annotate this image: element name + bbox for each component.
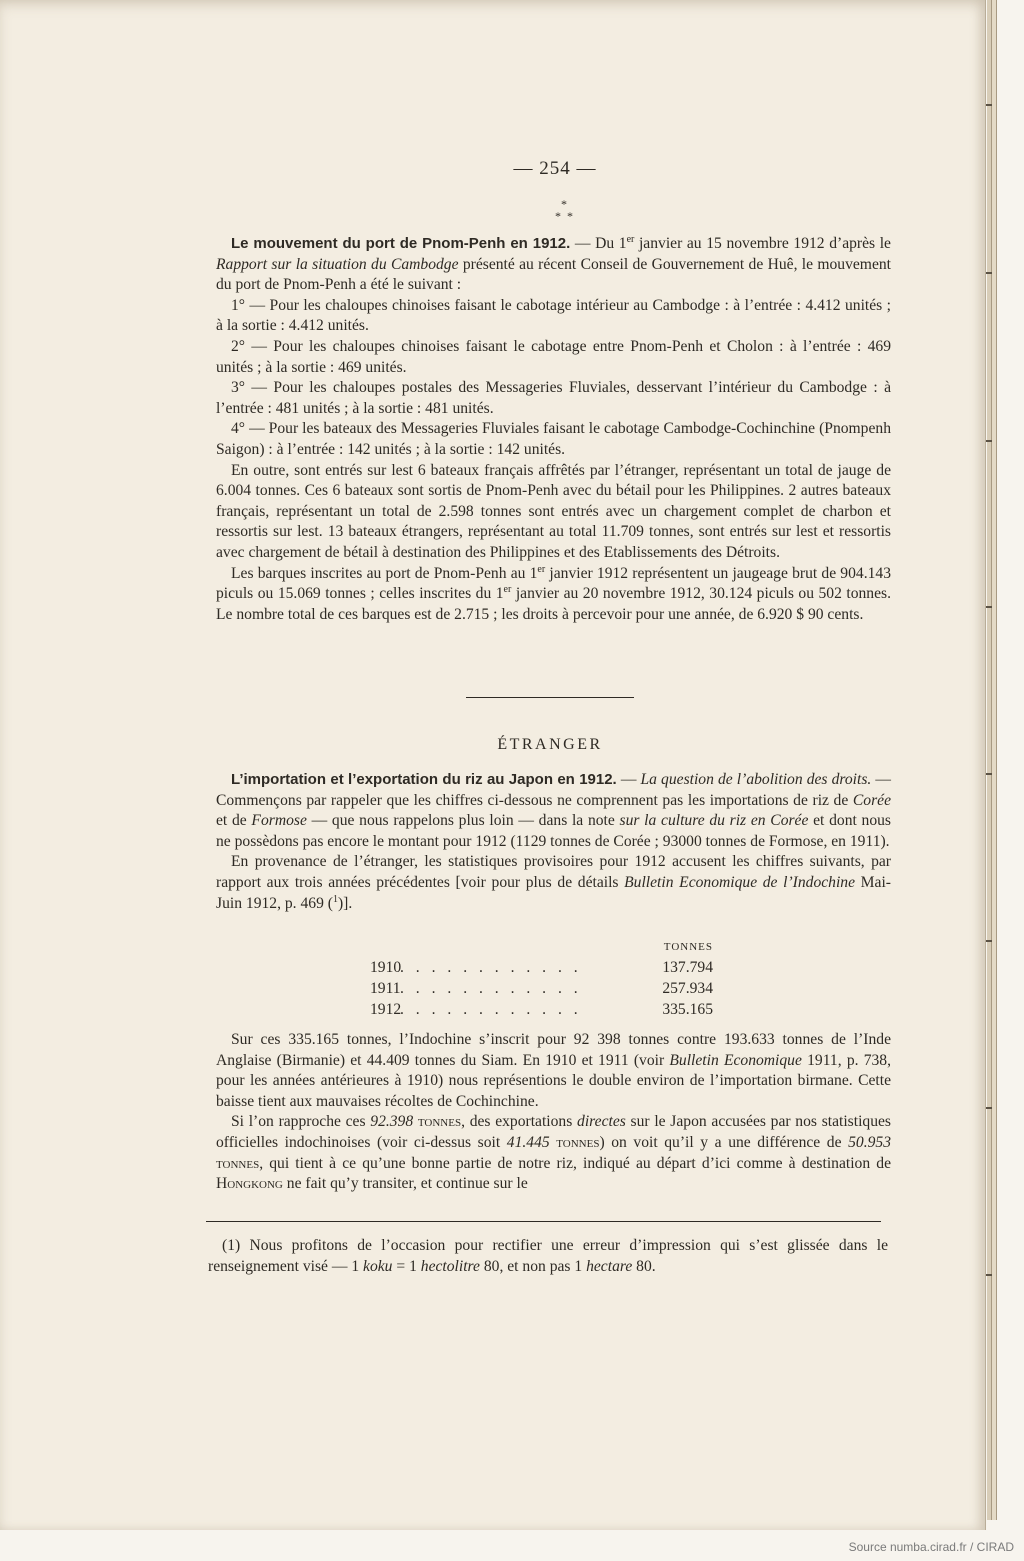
text-run: 41.445	[506, 1133, 550, 1151]
table-year: 1912	[370, 1001, 402, 1018]
table-value: 335.165	[662, 1001, 713, 1018]
text-run: koku	[363, 1257, 393, 1275]
paragraph	[216, 1112, 891, 1194]
text-run: janvier au 15 novembre 1912 d’après le	[634, 235, 891, 252]
import-table	[370, 941, 720, 1022]
section-divider	[466, 697, 634, 698]
table-year: 1910	[370, 959, 402, 976]
table-unit-header: TONNES	[663, 941, 713, 953]
table-leader: . . . . . . . . . . . .	[400, 959, 582, 976]
text-run: Hongkong	[216, 1175, 283, 1193]
list-item: 3° — Pour les chaloupes postales des Messageries Fluviales, desservant l’intérieur du Cambodge : à l’entrée : 481 unités ; à la sortie : 481 unités.	[216, 379, 891, 417]
text-run: sur le Japon accusées par nos statistiques officielles indochinoises (voir ci-dessus soit	[216, 1113, 892, 1151]
page-edge-mark	[986, 773, 992, 775]
text-run: Nous profitons de l’occasion pour rectifier une erreur d’impression qui s’est glissée dans le renseignement visé — 1	[208, 1237, 888, 1275]
text-run: Les barques inscrites au port de Pnom-Penh au 1	[231, 564, 538, 582]
text-run: hectolitre	[420, 1257, 480, 1275]
page-edge-mark	[986, 606, 992, 608]
text-run: Corée	[852, 791, 891, 809]
paragraph: En outre, sont entrés sur lest 6 bateaux français affrêtés par l’étranger, représentant un total de jauge de 6.004 tonnes. Ces 6 bateaux sont sortis de Pnom-Penh avec du bétail pour les Philippines. 2 autres bateaux français, représentant un total de 2.598 tonnes sont entrés avec un chargement complet de charbon et ressortis sur lest. 13 bateaux étrangers, représentant au total 11.709 tonnes, sont entrés sur lest et ressortis avec chargement de bétail à destination des Philippines et des Etablissements des Détroits.	[216, 461, 891, 561]
page-edge-mark	[986, 1274, 992, 1276]
page-edge-mark	[986, 272, 992, 274]
footnote-rule	[206, 1221, 881, 1222]
text-run: Mai-Juin 1912, p. 469 (	[216, 873, 891, 912]
paragraph	[216, 234, 891, 296]
text-run: tonnes	[549, 1133, 600, 1151]
text-run: — Du 1	[570, 235, 627, 252]
table-year: 1911	[370, 980, 401, 997]
table-value: 257.934	[662, 980, 713, 997]
paragraph	[216, 852, 891, 914]
table-row	[370, 959, 720, 980]
footnote-text	[208, 1236, 888, 1277]
section-title: ÉTRANGER	[497, 736, 603, 753]
table-leader: . . . . . . . . . . . .	[400, 980, 582, 997]
page-edge	[992, 0, 997, 1520]
list-item: 2° — Pour les chaloupes chinoises faisant le cabotage entre Pnom-Penh et Cholon : à l’entrée : 469 unités ; à la sortie : 469 unités.	[216, 337, 891, 376]
text-run: —	[616, 771, 641, 788]
asterism-top: *	[561, 197, 567, 211]
asterism	[534, 198, 594, 226]
section-heading: L’importation et l’exportation du riz au Japon en 1912.	[231, 771, 617, 788]
table-value: 137.794	[662, 959, 713, 976]
text-run: janvier au 20 novembre 1912, 30.124 piculs ou 502 tonnes. Le nombre total de ces barques est de 2.715 ; les droits à percevoir pour une année, de 6.920 $ 90 cents.	[216, 585, 891, 623]
text-run: sur la culture du riz en Corée	[619, 812, 809, 830]
table-row	[370, 980, 720, 1001]
text-run: hectare	[586, 1257, 633, 1275]
asterism-bottom: * *	[555, 209, 573, 223]
source-credit: Source numba.cirad.fr / CIRAD	[848, 1540, 1014, 1554]
text-run: 1911, p. 738, pour les années antérieures à 1910) nous représentions le double environ de l’importation birmane. Cette baisse tient aux mauvaises récoltes de Cochinchine.	[216, 1051, 892, 1110]
page-edge-mark	[986, 104, 992, 106]
section-heading: Le mouvement du port de Pnom-Penh en 1912.	[231, 235, 571, 252]
table-row	[370, 1001, 720, 1022]
section-pnom-penh	[216, 234, 891, 625]
text-run: Sur ces 335.165 tonnes, l’Indochine s’inscrit pour 92 398 tonnes contre 193.633 tonnes de l’Inde Anglaise (Birmanie) et 44.409 tonnes du Siam. En 1910 et 1911 (voir	[216, 1031, 891, 1069]
text-run: = 1	[392, 1257, 421, 1275]
superscript: er	[503, 583, 512, 595]
footnote-marker: (1)	[222, 1237, 241, 1254]
table-leader: . . . . . . . . . . . .	[400, 1001, 582, 1018]
text-run: et dont nous ne possèdons pas encore le montant pour 1912 (1129 tonnes de Corée ; 93000 tonnes de Formose, en 1911).	[216, 812, 892, 850]
text-run: , qui tient à ce qu’une bonne partie de notre riz, indiqué au départ d’ici comme à destination de	[259, 1154, 891, 1172]
report-title: Rapport sur la situation du Cambodge	[216, 255, 459, 273]
text-run: tonnes	[413, 1113, 462, 1131]
text-run: En provenance de l’étranger, les statistiques provisoires pour 1912 accusent les chiffres suivants, par rapport aux trois années précédentes [voir pour plus de détails	[216, 853, 891, 891]
text-run: janvier 1912 représentent un jaugeage brut de 904.143 piculs ou 15.069 tonnes ; celles inscrites du 1	[216, 564, 891, 603]
text-run: Bulletin Economique	[669, 1051, 802, 1069]
page-edge-mark	[986, 1107, 992, 1109]
text-run: ne fait qu’y transiter, et continue sur le	[282, 1175, 528, 1193]
page-edge-mark	[986, 940, 992, 942]
list-item: 4° — Pour les bateaux des Messageries Fluviales faisant le cabotage Cambodge-Cochinchine (Pnompenh Saigon) : à l’entrée : 142 unités ; à la sortie : 142 unités.	[216, 420, 891, 458]
text-run: 80, et non pas 1	[479, 1257, 587, 1275]
text-run: Bulletin Economique de l’Indochine	[624, 873, 856, 891]
section-japon-cont	[216, 1030, 891, 1195]
text-run: Formose	[251, 812, 307, 830]
text-run: 50.953	[848, 1133, 891, 1151]
text-run: ) on voit qu’il y a une différence de	[599, 1133, 849, 1151]
paragraph	[216, 1030, 891, 1112]
page-edge-mark	[986, 440, 992, 442]
text-run: 80.	[632, 1257, 656, 1275]
subheading: La question de l’abolition des droits.	[640, 771, 872, 788]
text-run: et de	[216, 812, 252, 830]
page-number: — 254 —	[513, 158, 597, 179]
text-run: 92.398	[370, 1113, 414, 1131]
text-run: présenté au récent Conseil de Gouvernement de Huê, le mouvement du port de Pnom-Penh a été le suivant :	[216, 255, 891, 294]
footnote-ref: 1	[332, 893, 338, 905]
section-japon	[216, 770, 891, 914]
footnote	[208, 1236, 888, 1277]
superscript: er	[537, 563, 546, 575]
text-run: — Commençons par rappeler que les chiffres ci-dessous ne comprennent pas les importations de riz de	[216, 771, 891, 809]
paragraph	[216, 770, 891, 852]
text-run: — que nous rappelons plus loin — dans la note	[306, 812, 620, 830]
text-run: directes	[577, 1113, 626, 1131]
superscript: er	[626, 233, 635, 245]
list-item: 1° — Pour les chaloupes chinoises faisant le cabotage intérieur au Cambodge : à l’entrée : 4.412 unités ; à la sortie : 4.412 unités.	[216, 296, 891, 335]
text-run: )].	[337, 894, 353, 912]
paragraph	[216, 564, 891, 626]
text-run: , des exportations	[461, 1113, 578, 1131]
text-run: Si l’on rapproche ces	[231, 1113, 371, 1131]
text-run: tonnes	[216, 1154, 260, 1172]
